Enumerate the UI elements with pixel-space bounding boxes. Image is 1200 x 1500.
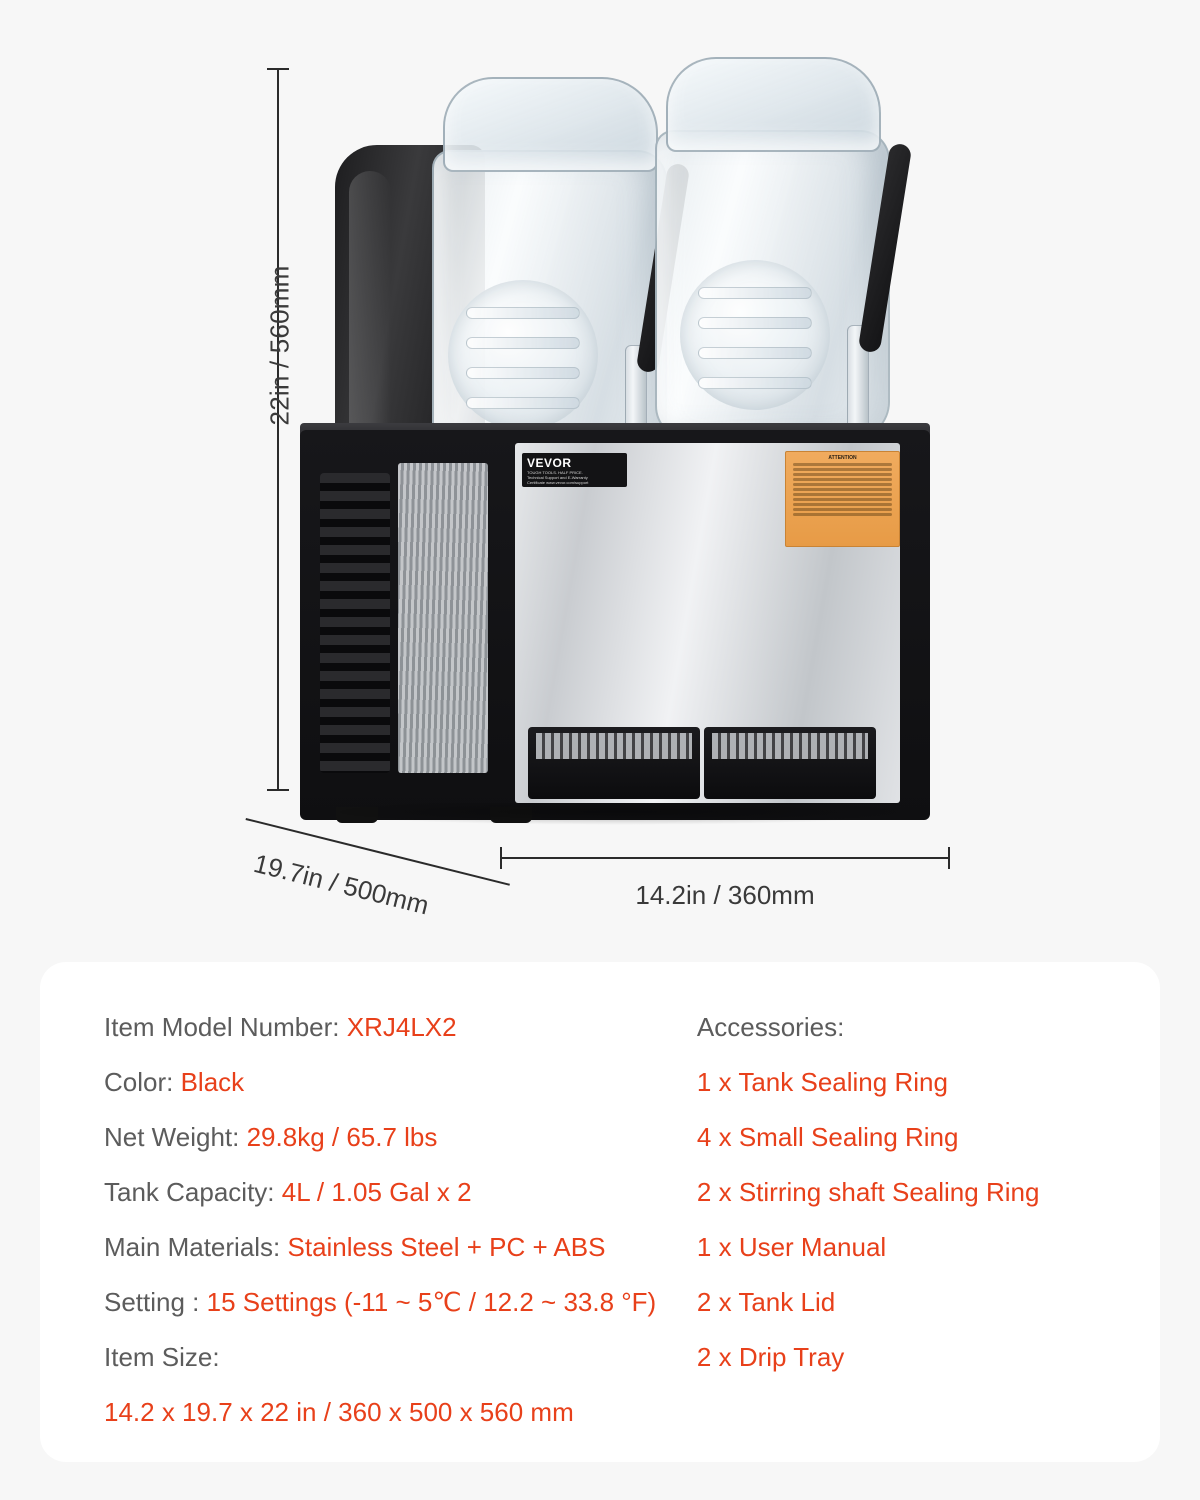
width-dimension-label: 14.2in / 360mm <box>635 880 815 910</box>
brand-tagline-1: TOUGH TOOLS. HALF PRICE. <box>527 470 583 475</box>
spec-label-model: Item Model Number: <box>104 1012 347 1042</box>
spec-row-main-materials <box>104 1220 685 1275</box>
height-dimension-label: 22in / 560mm <box>264 265 295 426</box>
spec-row-tank-capacity <box>104 1165 685 1220</box>
spec-value-main-materials: Stainless Steel + PC + ABS <box>287 1232 606 1262</box>
auger-right <box>680 260 830 410</box>
width-dimension-cap-right <box>948 847 950 869</box>
spec-value-item-size: 14.2 x 19.7 x 22 in / 360 x 500 x 560 mm <box>104 1397 574 1427</box>
specifications-column <box>64 1000 685 1432</box>
spec-value-color: Black <box>180 1067 245 1097</box>
spec-label-item-size: Item Size: <box>104 1342 220 1372</box>
accessory-item: 1 x User Manual <box>696 1232 887 1262</box>
accessory-item: 2 x Tank Lid <box>696 1287 836 1317</box>
brand-name: VEVOR <box>527 456 572 470</box>
tank-lid-right <box>666 57 881 152</box>
spec-value-net-weight: 29.8kg / 65.7 lbs <box>246 1122 438 1152</box>
spec-row-color <box>104 1055 685 1110</box>
spec-row-net-weight <box>104 1110 685 1165</box>
spec-row-item-size <box>104 1330 685 1385</box>
specification-card <box>40 962 1160 1462</box>
spec-value-model: XRJ4LX2 <box>346 1012 457 1042</box>
spec-label-tank-capacity: Tank Capacity: <box>104 1177 282 1207</box>
spec-label-net-weight: Net Weight: <box>104 1122 247 1152</box>
accessories-column <box>685 1000 1138 1432</box>
depth-dimension-label: 19.7in / 500mm <box>250 848 432 921</box>
warning-label-plate <box>785 451 900 547</box>
tank-lid-left <box>443 77 658 172</box>
spec-value-setting: 15 Settings (-11 ~ 5℃ / 12.2 ~ 33.8 °F) <box>206 1287 657 1317</box>
spec-row-model <box>104 1000 685 1055</box>
brand-logo-plate <box>522 453 627 487</box>
accessory-item: 1 x Tank Sealing Ring <box>696 1067 948 1097</box>
drip-tray-left <box>528 727 700 799</box>
side-vent-louvers <box>320 473 390 773</box>
brand-tagline-2: Technical Support and E-Warranty <box>527 475 588 480</box>
auger-left <box>448 280 598 430</box>
spec-label-setting: Setting : <box>104 1287 207 1317</box>
side-vent-mesh <box>398 463 488 773</box>
accessories-title: Accessories: <box>696 1012 845 1042</box>
brand-tagline-3: Certificate www.vevor.com/support <box>527 480 589 485</box>
spec-row-setting <box>104 1275 685 1330</box>
spec-label-color: Color: <box>104 1067 181 1097</box>
drip-tray-right <box>704 727 876 799</box>
accessory-item: 2 x Drip Tray <box>696 1342 845 1372</box>
warning-label-title: ATTENTION <box>828 455 857 461</box>
slush-machine-illustration <box>280 55 960 835</box>
width-dimension-line <box>500 857 950 859</box>
width-dimension-cap-left <box>500 847 502 869</box>
accessory-item: 4 x Small Sealing Ring <box>696 1122 959 1152</box>
machine-shadow <box>310 803 930 825</box>
accessory-item: 2 x Stirring shaft Sealing Ring <box>696 1177 1040 1207</box>
spec-value-tank-capacity: 4L / 1.05 Gal x 2 <box>281 1177 472 1207</box>
spec-label-main-materials: Main Materials: <box>104 1232 288 1262</box>
